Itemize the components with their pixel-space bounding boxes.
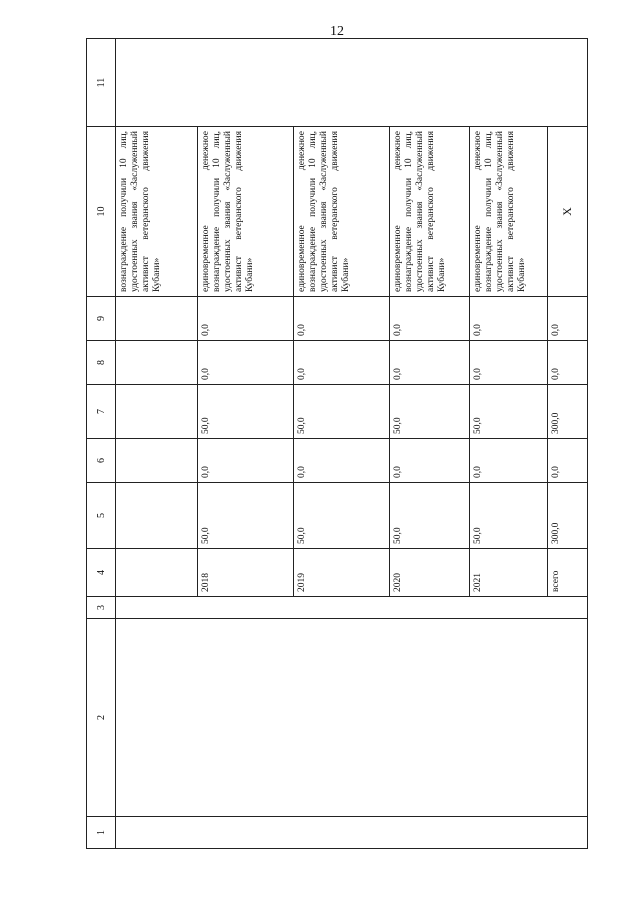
cell-col-7: 50,0	[294, 385, 390, 439]
cell-year: 2020	[390, 549, 470, 597]
cell-description: вознаграждение получили 10 лиц, удостоенных звания «Заслуженный активист ветеранского движения Кубани»	[116, 127, 198, 297]
cell-col-9: 0,0	[470, 297, 548, 341]
program-table	[86, 38, 588, 849]
column-header: 7	[87, 385, 116, 439]
cell-col-9: 0,0	[198, 297, 294, 341]
cell-col-8: 0,0	[390, 341, 470, 385]
cell-col-7: 50,0	[390, 385, 470, 439]
cell-description: единовременное денежное вознаграждение получили 10 лиц, удостоенных звания «Заслуженный активист ветеранского движения Кубани»	[294, 127, 390, 297]
column-header: 6	[87, 439, 116, 483]
header-row	[87, 39, 116, 849]
cell-year	[116, 549, 198, 597]
cell-col-7	[116, 385, 198, 439]
cell-col-5: 50,0	[390, 483, 470, 549]
column-header: 1	[87, 817, 116, 849]
cell-year: 2018	[198, 549, 294, 597]
cell-col-9: 0,0	[548, 297, 588, 341]
column-header: 4	[87, 549, 116, 597]
cell-col-2	[116, 619, 588, 817]
cell-description: единовременное денежное вознаграждение получили 10 лиц, удостоенных звания «Заслуженный активист ветеранского движения Кубани»	[390, 127, 470, 297]
rotated-table-container	[86, 39, 580, 849]
page-number: 12	[330, 24, 344, 39]
cell-col-6: 0,0	[294, 439, 390, 483]
column-header: 8	[87, 341, 116, 385]
cell-col-7: 300,0	[548, 385, 588, 439]
cell-col-6: 0,0	[390, 439, 470, 483]
cell-col-5: 50,0	[198, 483, 294, 549]
cell-year: 2021	[470, 549, 548, 597]
cell-col-11	[116, 39, 588, 127]
cell-col-7: 50,0	[198, 385, 294, 439]
cell-col-6: 0,0	[198, 439, 294, 483]
cell-col-7: 50,0	[470, 385, 548, 439]
column-header: 11	[87, 39, 116, 127]
table-row	[116, 39, 198, 849]
column-header: 3	[87, 597, 116, 619]
column-header: 2	[87, 619, 116, 817]
cell-col-9: 0,0	[390, 297, 470, 341]
column-header: 5	[87, 483, 116, 549]
cell-col-6: 0,0	[548, 439, 588, 483]
cell-col-8	[116, 341, 198, 385]
cell-col-5	[116, 483, 198, 549]
cell-col-8: 0,0	[294, 341, 390, 385]
cell-year: 2019	[294, 549, 390, 597]
cell-col-6: 0,0	[470, 439, 548, 483]
column-header: 9	[87, 297, 116, 341]
cell-col-9	[116, 297, 198, 341]
cell-col-1	[116, 817, 588, 849]
cell-col-8: 0,0	[548, 341, 588, 385]
cell-col-5: 50,0	[470, 483, 548, 549]
cell-col-9: 0,0	[294, 297, 390, 341]
cell-col-5: 300,0	[548, 483, 588, 549]
cell-col-8: 0,0	[470, 341, 548, 385]
cell-col-3	[116, 597, 588, 619]
column-header: 10	[87, 127, 116, 297]
cell-description: Х	[548, 127, 588, 297]
cell-col-5: 50,0	[294, 483, 390, 549]
cell-year: всего	[548, 549, 588, 597]
cell-description: единовременное денежное вознаграждение получили 10 лиц, удостоенных звания «Заслуженный активист ветеранского движения Кубани»	[470, 127, 548, 297]
cell-description: единовременное денежное вознаграждение получили 10 лиц, удостоенных звания «Заслуженный активист ветеранского движения Кубани»	[198, 127, 294, 297]
cell-col-8: 0,0	[198, 341, 294, 385]
cell-col-6	[116, 439, 198, 483]
